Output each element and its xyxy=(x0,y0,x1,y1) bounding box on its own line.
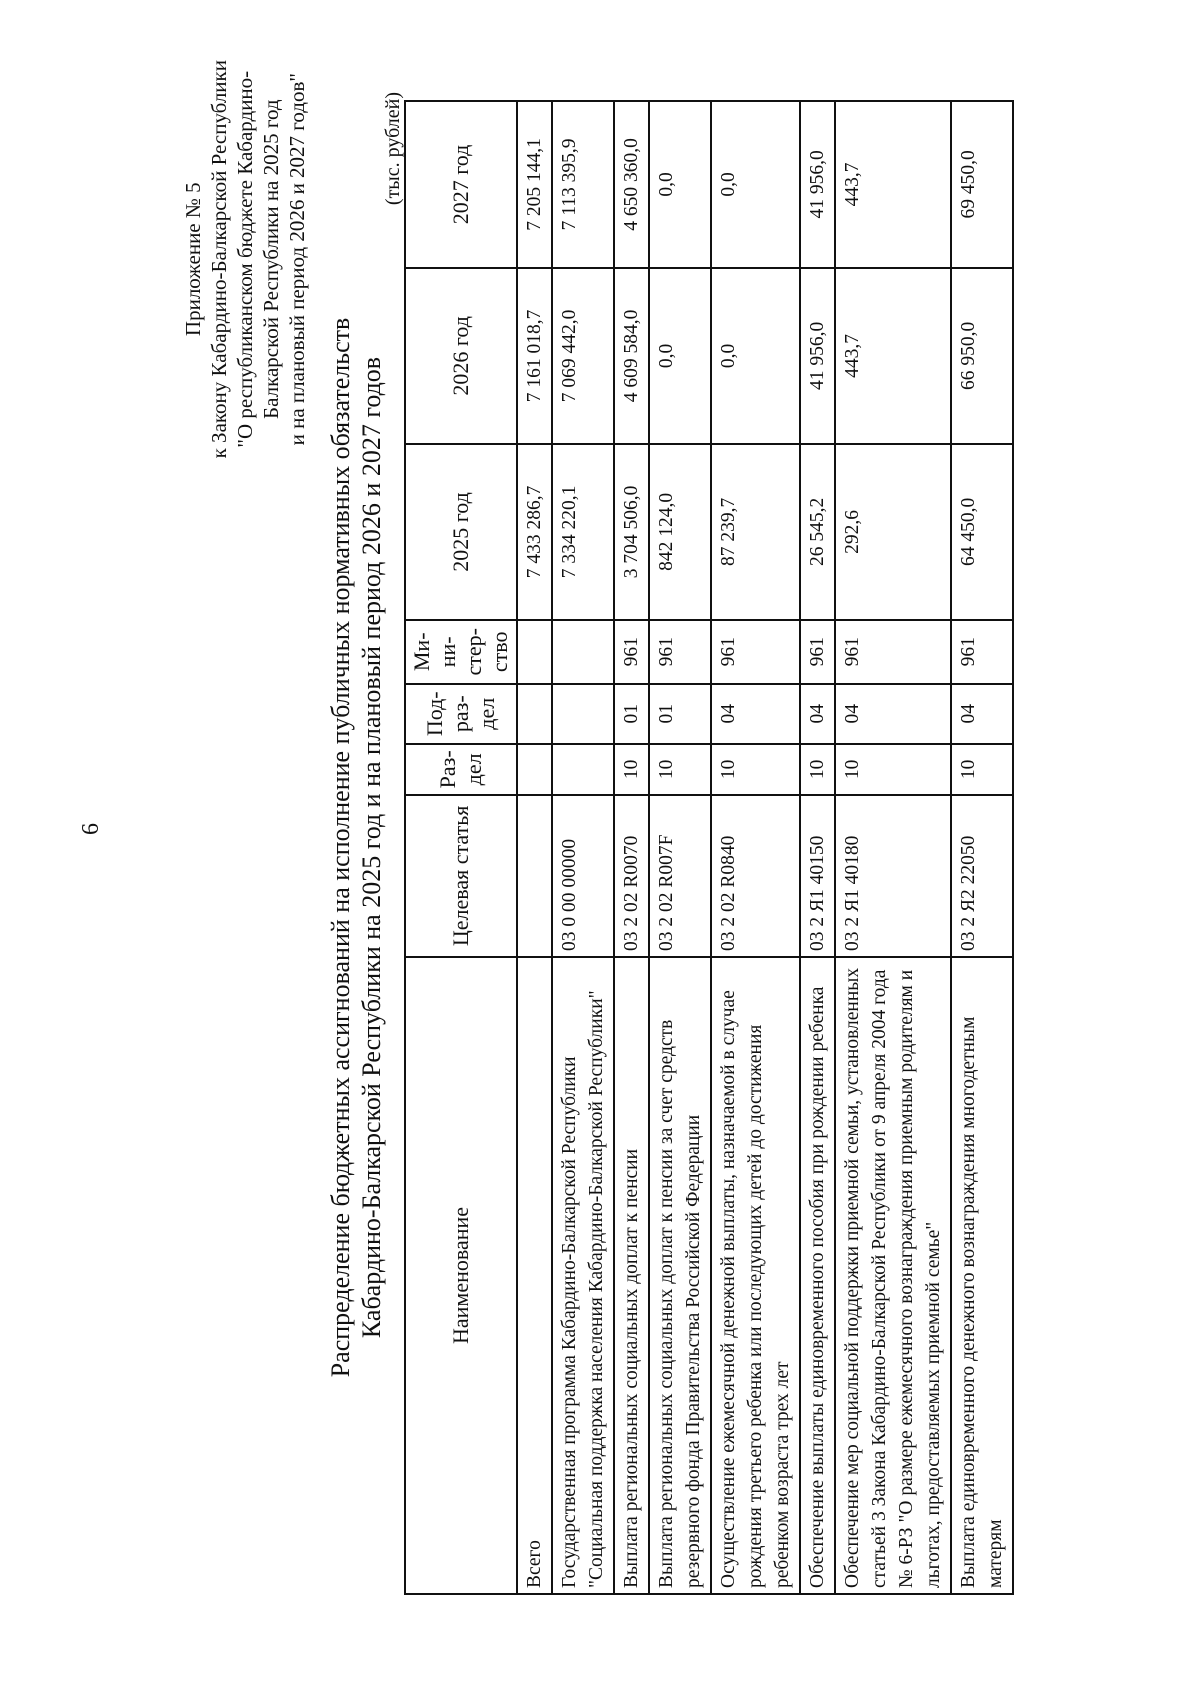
row-amount-2027: 69 450,0 xyxy=(951,101,1013,268)
budget-table xyxy=(404,100,1014,1595)
row-amount-2026: 4 609 584,0 xyxy=(614,268,649,444)
row-subsection xyxy=(552,684,614,744)
row-amount-2025: 64 450,0 xyxy=(951,444,1013,620)
row-name: Всего xyxy=(517,957,552,1594)
table-header-row xyxy=(405,101,517,1594)
row-name: Осуществление ежемесячной денежной выплаты, назначаемой в случае рождения третьего ребенка или последующих детей до достижения ребенком возраста трех лет xyxy=(711,957,800,1594)
row-amount-2027: 7 205 144,1 xyxy=(517,101,552,268)
row-subsection: 01 xyxy=(649,684,711,744)
row-target-article: 03 2 02 R007F xyxy=(649,795,711,957)
row-name: Выплата единовременного денежного вознаграждения многодетным матерям xyxy=(951,957,1013,1594)
row-amount-2027: 0,0 xyxy=(649,101,711,268)
title-line: Распределение бюджетных ассигнований на исполнение публичных нормативных обязательств xyxy=(326,317,355,1378)
row-ministry xyxy=(517,620,552,684)
table-row xyxy=(649,101,711,1594)
header-section: Раз-дел xyxy=(405,744,517,795)
row-amount-2026: 7 161 018,7 xyxy=(517,268,552,444)
row-ministry: 961 xyxy=(711,620,800,684)
row-ministry: 961 xyxy=(835,620,951,684)
header-ministry: Ми-ни-стер-ство xyxy=(405,620,517,684)
appendix-header xyxy=(180,60,310,458)
table-row xyxy=(614,101,649,1594)
row-amount-2027: 4 650 360,0 xyxy=(614,101,649,268)
row-target-article: 03 2 Я1 40150 xyxy=(800,795,835,957)
row-section: 10 xyxy=(614,744,649,795)
row-subsection: 04 xyxy=(835,684,951,744)
row-name: Выплата региональных социальных доплат к пенсии xyxy=(614,957,649,1594)
header-2027: 2027 год xyxy=(405,101,517,268)
header-2026: 2026 год xyxy=(405,268,517,444)
row-amount-2025: 292,6 xyxy=(835,444,951,620)
row-amount-2027: 41 956,0 xyxy=(800,101,835,268)
row-amount-2026: 0,0 xyxy=(649,268,711,444)
row-target-article: 03 2 Я1 40180 xyxy=(835,795,951,957)
row-ministry xyxy=(552,620,614,684)
row-ministry: 961 xyxy=(614,620,649,684)
table-row xyxy=(711,101,800,1594)
row-section: 10 xyxy=(835,744,951,795)
appendix-line: и на плановый период 2026 и 2027 годов" xyxy=(285,73,309,446)
row-section xyxy=(517,744,552,795)
row-target-article xyxy=(517,795,552,957)
row-target-article: 03 2 02 R0070 xyxy=(614,795,649,957)
appendix-line: Балкарской Республики на 2025 год xyxy=(259,99,283,419)
table-row xyxy=(951,101,1013,1594)
row-subsection: 04 xyxy=(800,684,835,744)
row-name: Государственная программа Кабардино-Балкарской Республики "Социальная поддержка населения Кабардино-Балкарской Республики" xyxy=(552,957,614,1594)
row-amount-2025: 7 433 286,7 xyxy=(517,444,552,620)
table-row xyxy=(835,101,951,1594)
row-section: 10 xyxy=(951,744,1013,795)
row-amount-2026: 66 950,0 xyxy=(951,268,1013,444)
row-amount-2027: 7 113 395,9 xyxy=(552,101,614,268)
table-row xyxy=(552,101,614,1594)
document-title xyxy=(325,0,387,1695)
row-ministry: 961 xyxy=(951,620,1013,684)
table-row xyxy=(517,101,552,1594)
row-name: Обеспечение выплаты единовременного пособия при рождении ребенка xyxy=(800,957,835,1594)
row-amount-2026: 41 956,0 xyxy=(800,268,835,444)
row-ministry: 961 xyxy=(800,620,835,684)
row-ministry: 961 xyxy=(649,620,711,684)
appendix-line: "О республиканском бюджете Кабардино- xyxy=(233,70,257,448)
appendix-line: Приложение № 5 xyxy=(181,182,205,337)
row-amount-2027: 0,0 xyxy=(711,101,800,268)
header-target-article: Целевая статья xyxy=(405,795,517,957)
row-amount-2026: 443,7 xyxy=(835,268,951,444)
row-amount-2026: 0,0 xyxy=(711,268,800,444)
page-number: 6 xyxy=(78,823,104,835)
row-subsection: 04 xyxy=(711,684,800,744)
row-name: Выплата региональных социальных доплат к пенсии за счет средств резервного фонда Правительства Российской Федерации xyxy=(649,957,711,1594)
row-target-article: 03 2 Я2 22050 xyxy=(951,795,1013,957)
title-line: Кабардино-Балкарской Республики на 2025 год и на плановый период 2026 и 2027 годов xyxy=(357,356,386,1339)
row-section: 10 xyxy=(649,744,711,795)
units-label: (тыс. рублей) xyxy=(382,92,404,206)
header-name: Наименование xyxy=(405,957,517,1594)
header-2025: 2025 год xyxy=(405,444,517,620)
row-amount-2025: 7 334 220,1 xyxy=(552,444,614,620)
row-amount-2025: 842 124,0 xyxy=(649,444,711,620)
row-subsection xyxy=(517,684,552,744)
row-amount-2027: 443,7 xyxy=(835,101,951,268)
header-subsection: Под-раз-дел xyxy=(405,684,517,744)
appendix-line: к Закону Кабардино-Балкарской Республики xyxy=(207,60,231,459)
table-row xyxy=(800,101,835,1594)
row-name: Обеспечение мер социальной поддержки приемной семьи, установленных статьей 3 Закона Кабардино-Балкарской Республики от 9 апреля 2004 года № 6-РЗ "О размере ежемесячного вознаграждения приемным родителям и льготах, предоставляемых приемной семье" xyxy=(835,957,951,1594)
row-subsection: 01 xyxy=(614,684,649,744)
row-subsection: 04 xyxy=(951,684,1013,744)
row-amount-2025: 26 545,2 xyxy=(800,444,835,620)
row-amount-2025: 3 704 506,0 xyxy=(614,444,649,620)
row-section: 10 xyxy=(800,744,835,795)
row-section xyxy=(552,744,614,795)
row-target-article: 03 0 00 00000 xyxy=(552,795,614,957)
row-amount-2025: 87 239,7 xyxy=(711,444,800,620)
row-amount-2026: 7 069 442,0 xyxy=(552,268,614,444)
row-target-article: 03 2 02 R0840 xyxy=(711,795,800,957)
row-section: 10 xyxy=(711,744,800,795)
